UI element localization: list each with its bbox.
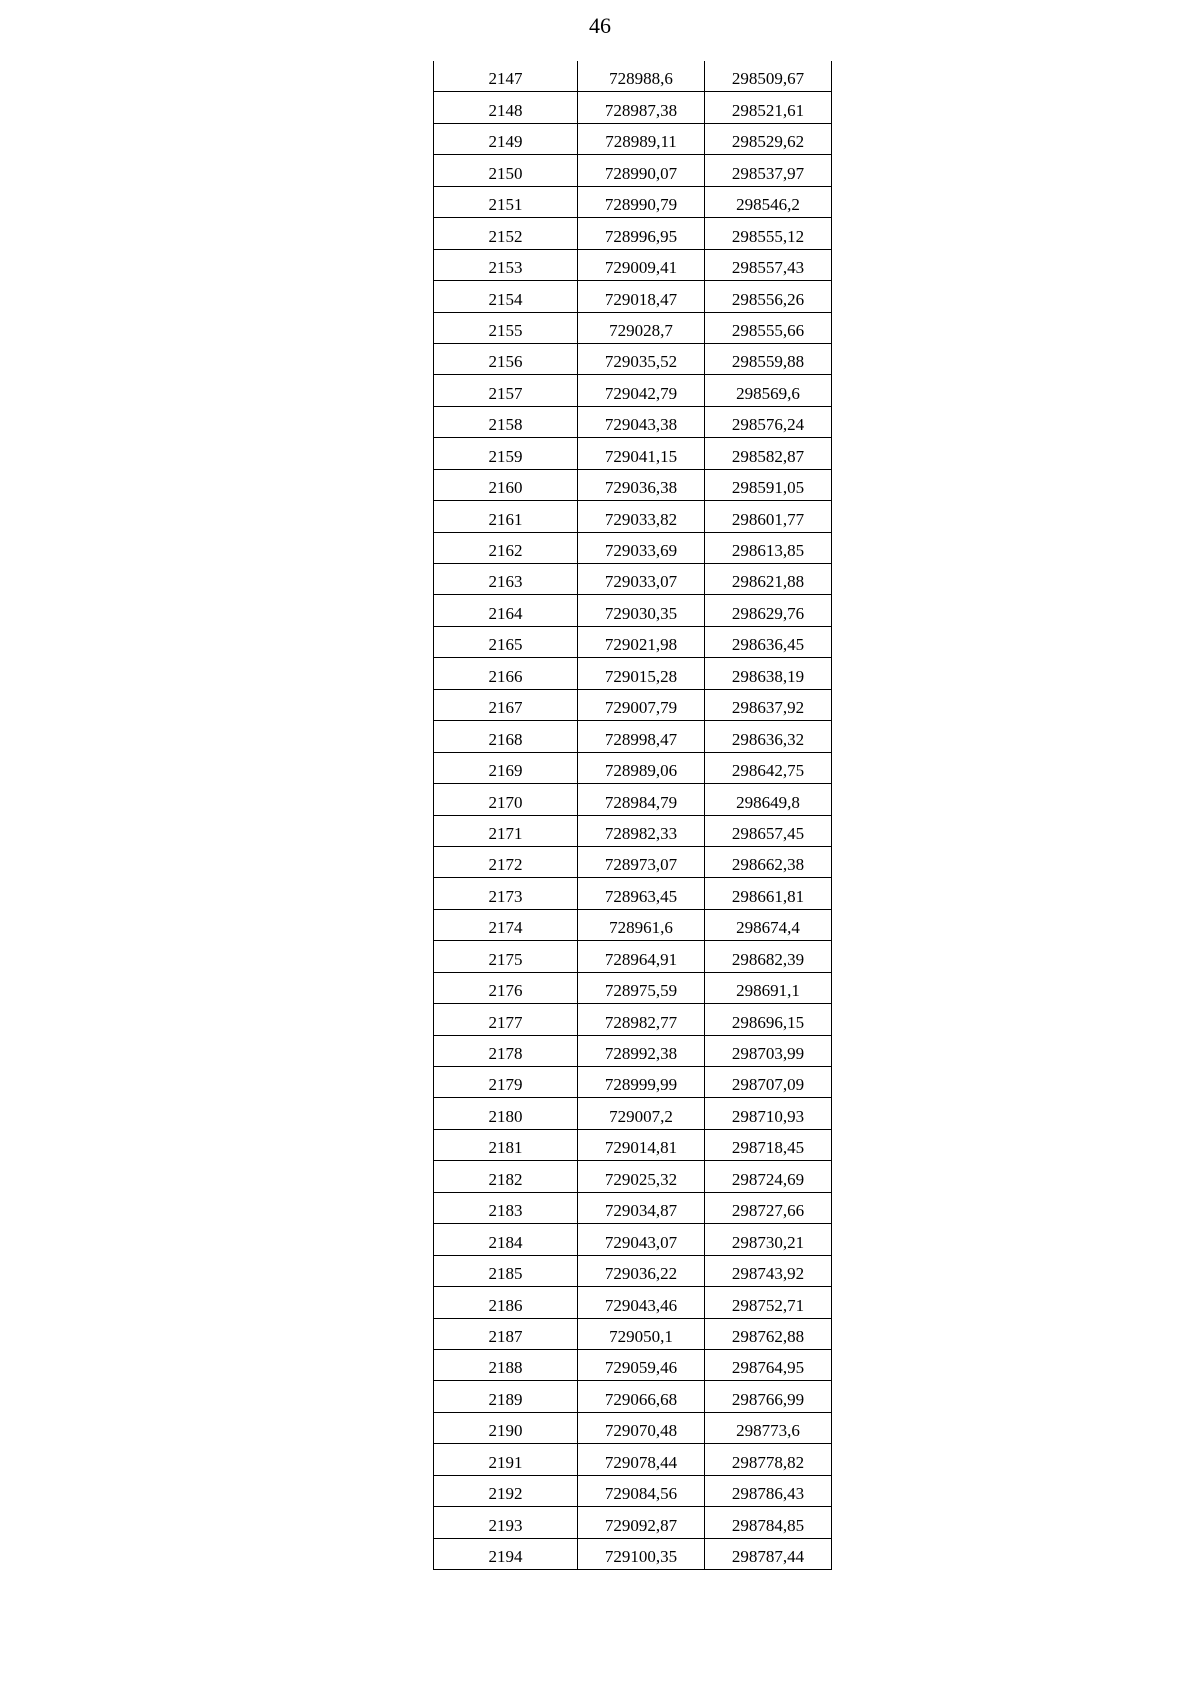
y-coordinate-cell: 298537,97	[705, 155, 832, 186]
x-coordinate-cell: 729009,41	[578, 249, 705, 280]
table-row	[434, 532, 832, 563]
point-number-cell: 2163	[434, 564, 578, 595]
y-coordinate-cell: 298529,62	[705, 123, 832, 154]
point-number-cell: 2161	[434, 501, 578, 532]
table-row	[434, 312, 832, 343]
y-coordinate-cell: 298691,1	[705, 972, 832, 1003]
x-coordinate-cell: 729035,52	[578, 343, 705, 374]
y-coordinate-cell: 298786,43	[705, 1475, 832, 1506]
x-coordinate-cell: 729028,7	[578, 312, 705, 343]
point-number-cell: 2160	[434, 469, 578, 500]
x-coordinate-cell: 729050,1	[578, 1318, 705, 1349]
y-coordinate-cell: 298730,21	[705, 1224, 832, 1255]
x-coordinate-cell: 729033,69	[578, 532, 705, 563]
x-coordinate-cell: 729041,15	[578, 438, 705, 469]
point-number-cell: 2180	[434, 1098, 578, 1129]
point-number-cell: 2188	[434, 1349, 578, 1380]
y-coordinate-cell: 298743,92	[705, 1255, 832, 1286]
x-coordinate-cell: 729033,07	[578, 564, 705, 595]
point-number-cell: 2169	[434, 752, 578, 783]
table-row	[434, 406, 832, 437]
y-coordinate-cell: 298707,09	[705, 1067, 832, 1098]
point-number-cell: 2186	[434, 1287, 578, 1318]
point-number-cell: 2154	[434, 281, 578, 312]
x-coordinate-cell: 728988,6	[578, 61, 705, 92]
x-coordinate-cell: 729059,46	[578, 1349, 705, 1380]
y-coordinate-cell: 298629,76	[705, 595, 832, 626]
point-number-cell: 2149	[434, 123, 578, 154]
x-coordinate-cell: 728989,06	[578, 752, 705, 783]
y-coordinate-cell: 298636,45	[705, 626, 832, 657]
table-row	[434, 1507, 832, 1538]
y-coordinate-cell: 298521,61	[705, 92, 832, 123]
y-coordinate-cell: 298555,12	[705, 218, 832, 249]
table-row	[434, 1098, 832, 1129]
y-coordinate-cell: 298613,85	[705, 532, 832, 563]
table-row	[434, 1035, 832, 1066]
x-coordinate-cell: 729034,87	[578, 1192, 705, 1223]
x-coordinate-cell: 729070,48	[578, 1412, 705, 1443]
point-number-cell: 2175	[434, 941, 578, 972]
table-row	[434, 1067, 832, 1098]
y-coordinate-cell: 298764,95	[705, 1349, 832, 1380]
table-row	[434, 1255, 832, 1286]
table-row	[434, 1004, 832, 1035]
y-coordinate-cell: 298636,32	[705, 721, 832, 752]
table-row	[434, 155, 832, 186]
table-row	[434, 564, 832, 595]
point-number-cell: 2176	[434, 972, 578, 1003]
y-coordinate-cell: 298582,87	[705, 438, 832, 469]
table-row	[434, 941, 832, 972]
point-number-cell: 2159	[434, 438, 578, 469]
table-row	[434, 343, 832, 374]
point-number-cell: 2147	[434, 61, 578, 92]
table-row	[434, 689, 832, 720]
point-number-cell: 2155	[434, 312, 578, 343]
point-number-cell: 2181	[434, 1129, 578, 1160]
x-coordinate-cell: 728975,59	[578, 972, 705, 1003]
table-row	[434, 1129, 832, 1160]
point-number-cell: 2168	[434, 721, 578, 752]
point-number-cell: 2184	[434, 1224, 578, 1255]
y-coordinate-cell: 298557,43	[705, 249, 832, 280]
y-coordinate-cell: 298696,15	[705, 1004, 832, 1035]
point-number-cell: 2162	[434, 532, 578, 563]
point-number-cell: 2172	[434, 846, 578, 877]
y-coordinate-cell: 298601,77	[705, 501, 832, 532]
x-coordinate-cell: 728961,6	[578, 909, 705, 940]
y-coordinate-cell: 298638,19	[705, 658, 832, 689]
x-coordinate-cell: 728982,77	[578, 1004, 705, 1035]
table-row	[434, 1475, 832, 1506]
table-row	[434, 469, 832, 500]
point-number-cell: 2170	[434, 784, 578, 815]
point-number-cell: 2153	[434, 249, 578, 280]
y-coordinate-cell: 298727,66	[705, 1192, 832, 1223]
x-coordinate-cell: 728996,95	[578, 218, 705, 249]
x-coordinate-cell: 729025,32	[578, 1161, 705, 1192]
point-number-cell: 2193	[434, 1507, 578, 1538]
x-coordinate-cell: 729043,38	[578, 406, 705, 437]
y-coordinate-cell: 298546,2	[705, 186, 832, 217]
x-coordinate-cell: 728999,99	[578, 1067, 705, 1098]
y-coordinate-cell: 298661,81	[705, 878, 832, 909]
y-coordinate-cell: 298576,24	[705, 406, 832, 437]
x-coordinate-cell: 728963,45	[578, 878, 705, 909]
table-row	[434, 375, 832, 406]
point-number-cell: 2192	[434, 1475, 578, 1506]
point-number-cell: 2167	[434, 689, 578, 720]
table-row	[434, 784, 832, 815]
x-coordinate-cell: 729100,35	[578, 1538, 705, 1569]
x-coordinate-cell: 728998,47	[578, 721, 705, 752]
y-coordinate-cell: 298784,85	[705, 1507, 832, 1538]
point-number-cell: 2183	[434, 1192, 578, 1223]
table-row	[434, 123, 832, 154]
table-row	[434, 626, 832, 657]
table-row	[434, 658, 832, 689]
x-coordinate-cell: 729021,98	[578, 626, 705, 657]
coordinates-table	[433, 61, 832, 1570]
y-coordinate-cell: 298710,93	[705, 1098, 832, 1129]
table-row	[434, 972, 832, 1003]
point-number-cell: 2148	[434, 92, 578, 123]
y-coordinate-cell: 298555,66	[705, 312, 832, 343]
x-coordinate-cell: 729043,07	[578, 1224, 705, 1255]
point-number-cell: 2179	[434, 1067, 578, 1098]
point-number-cell: 2177	[434, 1004, 578, 1035]
y-coordinate-cell: 298674,4	[705, 909, 832, 940]
table-row	[434, 1412, 832, 1443]
coordinates-table-body	[434, 61, 832, 1570]
table-row	[434, 186, 832, 217]
point-number-cell: 2174	[434, 909, 578, 940]
point-number-cell: 2185	[434, 1255, 578, 1286]
x-coordinate-cell: 729066,68	[578, 1381, 705, 1412]
x-coordinate-cell: 729084,56	[578, 1475, 705, 1506]
y-coordinate-cell: 298509,67	[705, 61, 832, 92]
x-coordinate-cell: 728987,38	[578, 92, 705, 123]
table-row	[434, 1349, 832, 1380]
point-number-cell: 2171	[434, 815, 578, 846]
point-number-cell: 2187	[434, 1318, 578, 1349]
x-coordinate-cell: 729030,35	[578, 595, 705, 626]
y-coordinate-cell: 298787,44	[705, 1538, 832, 1569]
table-row	[434, 1224, 832, 1255]
table-row	[434, 878, 832, 909]
table-row	[434, 846, 832, 877]
point-number-cell: 2152	[434, 218, 578, 249]
page-number: 46	[589, 13, 611, 38]
table-row	[434, 595, 832, 626]
x-coordinate-cell: 729042,79	[578, 375, 705, 406]
y-coordinate-cell: 298766,99	[705, 1381, 832, 1412]
point-number-cell: 2194	[434, 1538, 578, 1569]
x-coordinate-cell: 728984,79	[578, 784, 705, 815]
x-coordinate-cell: 728990,79	[578, 186, 705, 217]
table-row	[434, 1287, 832, 1318]
x-coordinate-cell: 729078,44	[578, 1444, 705, 1475]
x-coordinate-cell: 729015,28	[578, 658, 705, 689]
point-number-cell: 2191	[434, 1444, 578, 1475]
y-coordinate-cell: 298621,88	[705, 564, 832, 595]
y-coordinate-cell: 298718,45	[705, 1129, 832, 1160]
x-coordinate-cell: 729007,79	[578, 689, 705, 720]
table-row	[434, 218, 832, 249]
point-number-cell: 2178	[434, 1035, 578, 1066]
point-number-cell: 2158	[434, 406, 578, 437]
table-row	[434, 1538, 832, 1569]
y-coordinate-cell: 298591,05	[705, 469, 832, 500]
x-coordinate-cell: 728964,91	[578, 941, 705, 972]
point-number-cell: 2182	[434, 1161, 578, 1192]
x-coordinate-cell: 728973,07	[578, 846, 705, 877]
y-coordinate-cell: 298762,88	[705, 1318, 832, 1349]
y-coordinate-cell: 298724,69	[705, 1161, 832, 1192]
point-number-cell: 2164	[434, 595, 578, 626]
point-number-cell: 2166	[434, 658, 578, 689]
table-row	[434, 815, 832, 846]
table-row	[434, 1444, 832, 1475]
point-number-cell: 2165	[434, 626, 578, 657]
table-row	[434, 1192, 832, 1223]
x-coordinate-cell: 728982,33	[578, 815, 705, 846]
y-coordinate-cell: 298657,45	[705, 815, 832, 846]
y-coordinate-cell: 298642,75	[705, 752, 832, 783]
x-coordinate-cell: 729092,87	[578, 1507, 705, 1538]
y-coordinate-cell: 298752,71	[705, 1287, 832, 1318]
table-row	[434, 909, 832, 940]
x-coordinate-cell: 728992,38	[578, 1035, 705, 1066]
y-coordinate-cell: 298662,38	[705, 846, 832, 877]
x-coordinate-cell: 729036,22	[578, 1255, 705, 1286]
x-coordinate-cell: 729018,47	[578, 281, 705, 312]
y-coordinate-cell: 298682,39	[705, 941, 832, 972]
point-number-cell: 2157	[434, 375, 578, 406]
table-row	[434, 438, 832, 469]
table-row	[434, 281, 832, 312]
table-row	[434, 1381, 832, 1412]
x-coordinate-cell: 728989,11	[578, 123, 705, 154]
x-coordinate-cell: 729036,38	[578, 469, 705, 500]
table-row	[434, 61, 832, 92]
y-coordinate-cell: 298569,6	[705, 375, 832, 406]
table-row	[434, 501, 832, 532]
table-row	[434, 721, 832, 752]
point-number-cell: 2150	[434, 155, 578, 186]
y-coordinate-cell: 298703,99	[705, 1035, 832, 1066]
y-coordinate-cell: 298559,88	[705, 343, 832, 374]
point-number-cell: 2151	[434, 186, 578, 217]
x-coordinate-cell: 729007,2	[578, 1098, 705, 1129]
x-coordinate-cell: 728990,07	[578, 155, 705, 186]
point-number-cell: 2156	[434, 343, 578, 374]
y-coordinate-cell: 298773,6	[705, 1412, 832, 1443]
x-coordinate-cell: 729014,81	[578, 1129, 705, 1160]
x-coordinate-cell: 729033,82	[578, 501, 705, 532]
y-coordinate-cell: 298556,26	[705, 281, 832, 312]
point-number-cell: 2190	[434, 1412, 578, 1443]
y-coordinate-cell: 298649,8	[705, 784, 832, 815]
y-coordinate-cell: 298778,82	[705, 1444, 832, 1475]
table-row	[434, 752, 832, 783]
y-coordinate-cell: 298637,92	[705, 689, 832, 720]
point-number-cell: 2173	[434, 878, 578, 909]
x-coordinate-cell: 729043,46	[578, 1287, 705, 1318]
point-number-cell: 2189	[434, 1381, 578, 1412]
table-row	[434, 1318, 832, 1349]
table-row	[434, 92, 832, 123]
table-row	[434, 1161, 832, 1192]
table-row	[434, 249, 832, 280]
